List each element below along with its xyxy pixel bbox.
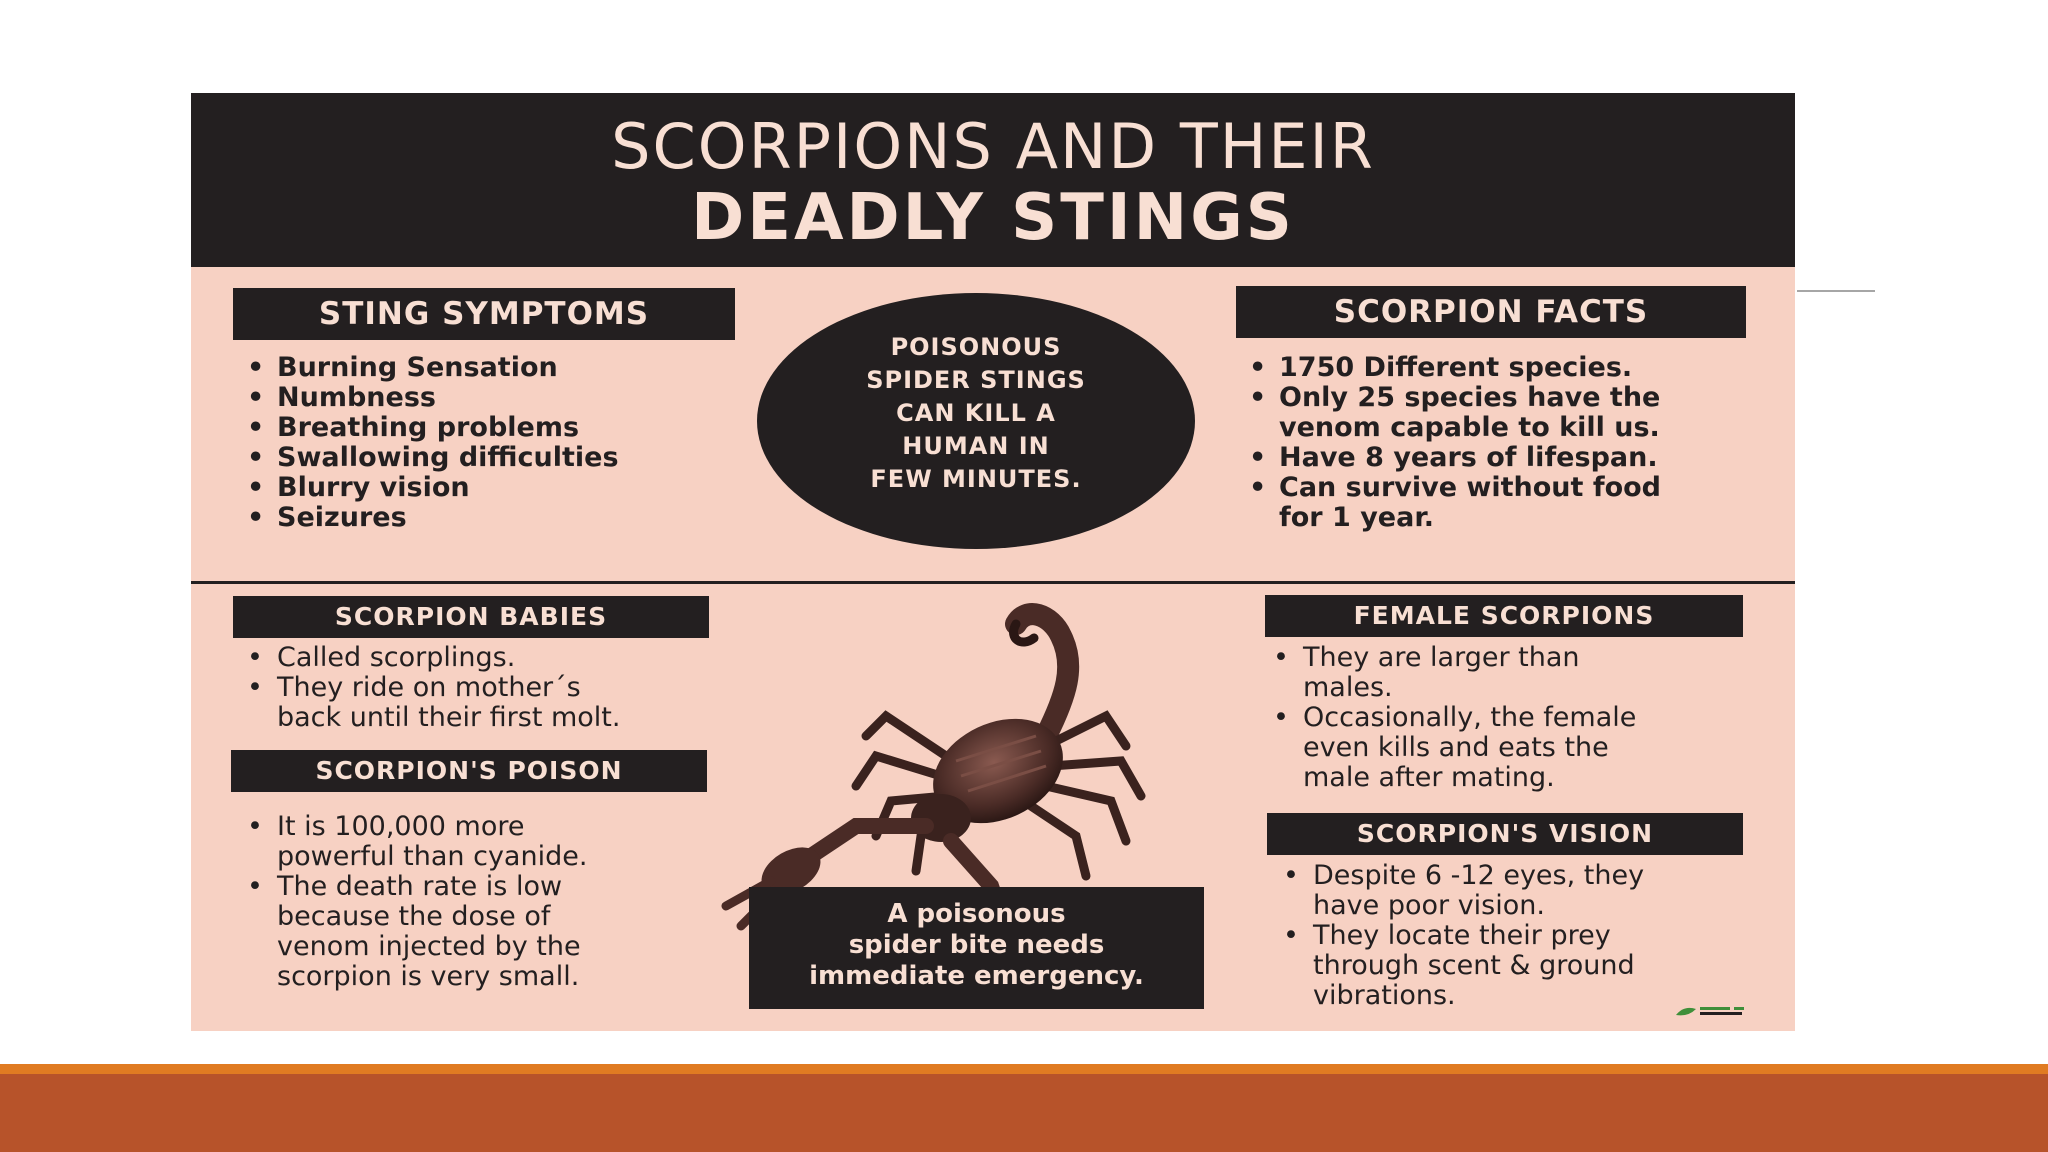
list-item-line: Only 25 species have the (1279, 382, 1661, 413)
list-item-line: vibrations. (1313, 980, 1456, 1011)
list-item-line: powerful than cyanide. (277, 841, 588, 872)
list-item-line: venom injected by the (277, 931, 581, 962)
list-item-line: 1750 Different species. (1279, 352, 1633, 383)
list-item-line: Have 8 years of lifespan. (1279, 442, 1658, 473)
scorpion-babies-list (239, 643, 729, 733)
list-item-line: because the dose of (277, 901, 551, 932)
circle-text-line: FEW MINUTES. (870, 465, 1082, 493)
list-item-line: Despite 6 -12 eyes, they (1313, 860, 1645, 891)
list-item-line: They ride on mother´s (277, 672, 581, 703)
section-divider (191, 581, 1795, 584)
scorpion-poison-list (239, 812, 729, 992)
list-item (1241, 383, 1761, 443)
list-item-line: males. (1303, 672, 1393, 703)
list-item-line: venom capable to kill us. (1279, 412, 1660, 443)
scorpion-vision-list (1275, 861, 1785, 1011)
live-longer-logo (1674, 1001, 1774, 1021)
list-item (1265, 703, 1775, 793)
list-item-line: Called scorplings. (277, 642, 516, 673)
list-item-line: through scent & ground (1313, 950, 1635, 981)
female-scorpions-list (1265, 643, 1775, 793)
callout-text-line: immediate emergency. (809, 961, 1144, 991)
list-item (1265, 643, 1775, 703)
list-item: • Numbness (239, 383, 739, 413)
list-item (239, 643, 729, 673)
list-item (1275, 861, 1785, 921)
list-item-line: back until their first molt. (277, 702, 621, 733)
decorative-line (1797, 290, 1875, 292)
warning-circle (757, 293, 1195, 549)
sting-symptoms-heading: STING SYMPTOMS (233, 288, 735, 340)
list-item-line: They are larger than (1303, 642, 1580, 673)
list-item-line: for 1 year. (1279, 502, 1435, 533)
list-item: • Seizures (239, 503, 739, 533)
list-item: • Burning Sensation (239, 353, 739, 383)
callout-text-line: spider bite needs (848, 930, 1105, 960)
list-item (1241, 353, 1761, 383)
footer-bar (0, 1074, 2048, 1152)
circle-text-line: SPIDER STINGS (866, 366, 1086, 394)
list-item (1241, 443, 1761, 473)
list-item-line: They locate their prey (1313, 920, 1611, 951)
circle-text-line: CAN KILL A (896, 399, 1056, 427)
footer-accent-stripe (0, 1064, 2048, 1074)
list-item (239, 872, 729, 992)
circle-text-line: POISONOUS (890, 333, 1062, 361)
list-item-line: Occasionally, the female (1303, 702, 1637, 733)
title-line-2: DEADLY STINGS (691, 181, 1295, 255)
list-item (1275, 921, 1785, 1011)
list-item (1241, 473, 1761, 533)
scorpion-poison-heading: SCORPION'S POISON (231, 750, 707, 792)
female-scorpions-heading: FEMALE SCORPIONS (1265, 595, 1743, 637)
list-item-line: scorpion is very small. (277, 961, 580, 992)
list-item: • Breathing problems (239, 413, 739, 443)
scorpion-facts-list (1241, 353, 1761, 533)
scorpion-vision-heading: SCORPION'S VISION (1267, 813, 1743, 855)
title-line-1: SCORPIONS AND THEIR (611, 110, 1375, 183)
list-item-line: male after mating. (1303, 762, 1555, 793)
list-item: • Blurry vision (239, 473, 739, 503)
infographic (191, 93, 1795, 1031)
list-item (239, 812, 729, 872)
callout-text-line: A poisonous (887, 899, 1066, 929)
list-item-line: even kills and eats the (1303, 732, 1609, 763)
list-item (239, 673, 729, 733)
circle-text-line: HUMAN IN (902, 432, 1050, 460)
sting-symptoms-list (239, 353, 739, 533)
infographic-header (191, 93, 1795, 267)
scorpion-facts-heading: SCORPION FACTS (1236, 286, 1746, 338)
scorpion-babies-heading: SCORPION BABIES (233, 596, 709, 638)
list-item-line: Can survive without food (1279, 472, 1662, 503)
list-item-line: It is 100,000 more (277, 811, 525, 842)
list-item-line: The death rate is low (277, 871, 563, 902)
list-item: • Swallowing difficulties (239, 443, 739, 473)
list-item-line: have poor vision. (1313, 890, 1545, 921)
emergency-callout (749, 887, 1204, 1009)
